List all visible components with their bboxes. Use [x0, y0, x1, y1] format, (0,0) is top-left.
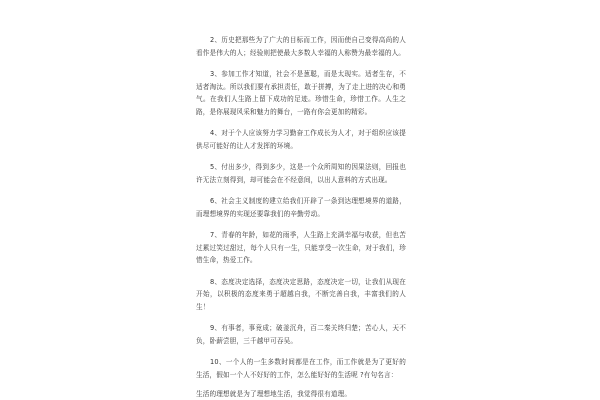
paragraph-3: 3、参加工作才知道，社会不是葱聪，而是太现实。适者生存，不适者淘汰。所以我们要有承担责任，敢于拼搏，为了走上进的决心和勇气。在我们人生路上留下成功的足迹。珍惜生命，珍惜工作。人生之路，是你展现风采和魅力的舞台，一路有你会更加的精彩。: [196, 70, 406, 116]
paragraph-6: 6、社会主义制度的建立给我们开辟了一条到达理想境界的道路，而理想境界的实现还要靠我们的辛勤劳动。: [196, 197, 406, 218]
paragraph-5: 5、付出多少，得到多少，这是一个众所周知的因果法则，回报也许无法立刻得到，却可能会在不经意间，以出人意料的方式出现。: [196, 163, 406, 184]
paragraph-7: 7、青春的年龄，如花的雨季，人生路上充满幸福与收获，但也苦过累过笑过甜过，每个人只有一生，只能享受一次生命，对于我们，珍惜生命，热爱工作。: [196, 231, 406, 264]
paragraph-9: 9、有事者，事竟成；破釜沉舟，百二秦关终归楚；苦心人，天不负，卧薪尝胆，三千越甲可吞吴。: [196, 324, 406, 345]
document-body: [196, 34, 406, 400]
paragraph-8: 8、态度决定选择，态度决定思路，态度决定一切，让我们从现在开始，以积极的态度来勇于超越自我，不断完善自我，丰富我们的人生！: [196, 277, 406, 311]
paragraph-2: 2、历史把那些为了广大的目标而工作，因而使自己变得高尚的人看作是伟大的人；经验则把使最大多数人幸福的人称赞为最幸福的人。: [196, 36, 406, 57]
paragraph-4: 4、对于个人应该努力学习勤奋工作成长为人才，对于组织应该提供尽可能好的让人才发挥的环境。: [196, 129, 406, 150]
paragraph-10: 10、一个人的一生多数时间都是在工作，而工作就是为了更好的生活，假如一个人不好好的工作，怎么能好好的生活呢 ?有句名言：: [196, 358, 406, 379]
closing-line: 生活的理想就是为了理想地生活，我觉得很有道理。: [196, 390, 352, 398]
